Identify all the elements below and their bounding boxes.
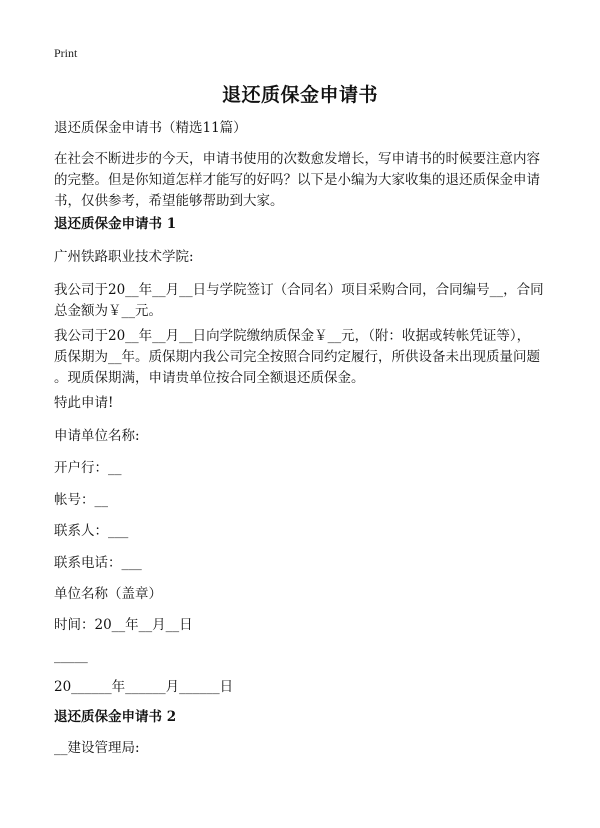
- print-link[interactable]: Print: [54, 46, 78, 60]
- field-date: 20______年______月______日: [54, 679, 234, 695]
- field-account: 帐号：__: [54, 492, 108, 508]
- closing-line: 特此申请!: [54, 395, 114, 411]
- section-1-paragraph-1: [54, 280, 552, 322]
- field-applicant-name: 申请单位名称:: [54, 428, 140, 444]
- field-bank: 开户行：__: [54, 460, 122, 476]
- intro-line: 的完整。但是你知道怎样才能写的好吗？以下是小编为大家收集的退还质保金申请: [54, 172, 540, 188]
- field-unit-seal: 单位名称（盖章）: [54, 586, 162, 602]
- section-1-heading: 退还质保金申请书 1: [54, 216, 177, 232]
- page-title: 退还质保金申请书: [221, 84, 378, 106]
- section-1-paragraph-2: [54, 326, 552, 389]
- section-1-addressee: 广州铁路职业技术学院:: [54, 249, 194, 265]
- paragraph-line: 。现质保期满，申请贵单位按合同全额退还质保金。: [54, 370, 365, 386]
- field-time: 时间：20__年__月__日: [54, 617, 193, 633]
- intro-line: 书，仅供参考，希望能够帮助到大家。: [54, 193, 284, 209]
- field-phone: 联系电话：___: [54, 555, 142, 571]
- field-contact: 联系人：___: [54, 523, 129, 539]
- paragraph-line: 总金额为￥__元。: [54, 303, 162, 319]
- section-2-heading: 退还质保金申请书 2: [54, 709, 177, 725]
- paragraph-line: 质保期为__年。质保期内我公司完全按照合同约定履行，所供设备未出现质量问题: [54, 349, 540, 365]
- paragraph-line: 我公司于20__年__月__日与学院签订（合同名）项目采购合同，合同编号__，合同: [54, 282, 544, 298]
- signature-blank: _____: [54, 648, 88, 664]
- intro-paragraph: [54, 149, 552, 212]
- intro-line: 在社会不断进步的今天，申请书使用的次数愈发增长，写申请书的时候要注意内容: [54, 151, 540, 167]
- document-subtitle: 退还质保金申请书（精选11篇）: [54, 120, 247, 136]
- section-2-addressee: __建设管理局:: [54, 740, 140, 756]
- paragraph-line: 我公司于20__年__月__日向学院缴纳质保金￥__元，（附：收据或转帐凭证等），: [54, 328, 531, 344]
